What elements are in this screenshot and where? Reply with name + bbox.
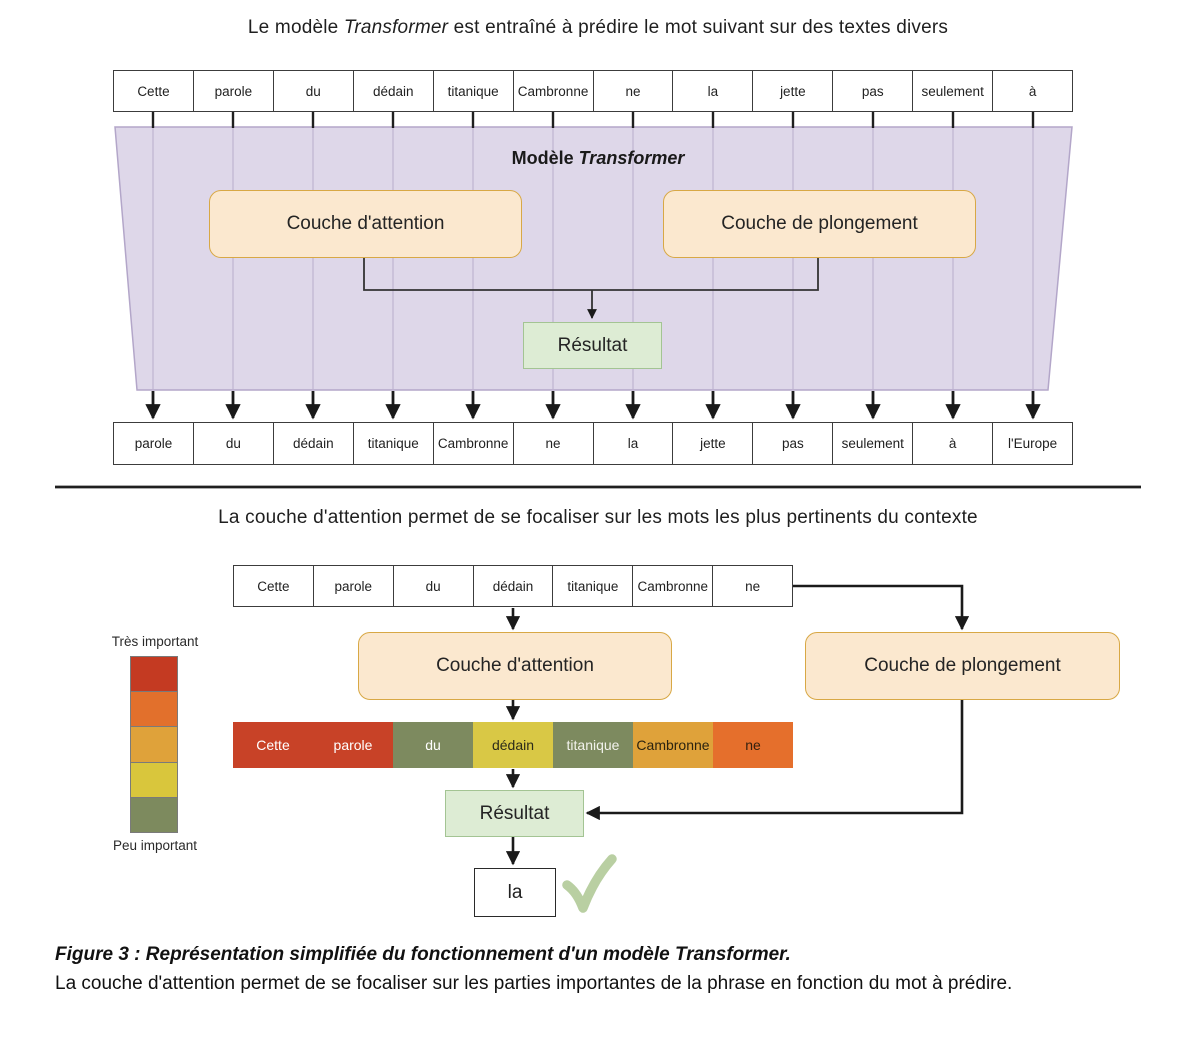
figure-caption-body: La couche d'attention permet de se focaliser sur les parties importantes de la phrase en fonction du mot à prédire.	[55, 973, 1013, 995]
embedding-layer-box-2	[805, 632, 1120, 700]
section1-title-prefix: Le modèle	[247, 17, 344, 38]
model-label-transformer: Transformer	[578, 148, 685, 168]
word-cell: dédain	[274, 422, 354, 465]
word-cell: Cambronne	[434, 422, 514, 465]
legend-swatch-very-important	[131, 657, 177, 691]
legend-swatch	[131, 762, 177, 797]
word-cell: du	[274, 70, 354, 112]
word-cell: dédain	[354, 70, 434, 112]
word-cell: seulement	[833, 422, 913, 465]
word-cell: parole	[194, 70, 274, 112]
importance-legend-scale	[130, 656, 178, 833]
weighted-word-cell: Cette	[233, 722, 313, 768]
result-label: Résultat	[479, 802, 550, 824]
word-cell: titanique	[553, 565, 633, 607]
result-box-1	[523, 322, 662, 369]
word-cell: titanique	[354, 422, 434, 465]
weighted-word-cell: Cambronne	[633, 722, 713, 768]
word-cell: du	[394, 565, 474, 607]
word-cell: à	[993, 70, 1073, 112]
word-cell: jette	[673, 422, 753, 465]
section1-input-word-row	[113, 70, 1073, 112]
word-cell: la	[594, 422, 674, 465]
word-cell: ne	[594, 70, 674, 112]
section1-title	[0, 17, 1196, 39]
predicted-word: la	[507, 881, 523, 903]
word-cell: titanique	[434, 70, 514, 112]
attention-weighted-word-row	[233, 722, 793, 768]
embedding-layer-box-1	[663, 190, 976, 258]
model-label	[0, 148, 1196, 169]
predicted-word-box	[474, 868, 556, 917]
section2-title: La couche d'attention permet de se focaliser sur les mots les plus pertinents du contexte	[218, 507, 978, 528]
word-cell: jette	[753, 70, 833, 112]
embedding-layer-label: Couche de plongement	[721, 213, 918, 234]
result-box-2	[445, 790, 584, 837]
weighted-word-cell: du	[393, 722, 473, 768]
legend-swatch	[131, 691, 177, 726]
legend-swatch-less-important	[131, 797, 177, 832]
attention-layer-label: Couche d'attention	[436, 655, 594, 676]
word-cell: Cette	[113, 70, 194, 112]
word-cell: Cambronne	[514, 70, 594, 112]
embedding-layer-label: Couche de plongement	[864, 655, 1061, 676]
legend-swatch	[131, 726, 177, 761]
word-cell: pas	[753, 422, 833, 465]
attention-layer-label: Couche d'attention	[286, 213, 445, 234]
attention-layer-box-1	[209, 190, 522, 258]
input-stub-lines	[153, 112, 1033, 128]
word-cell: parole	[314, 565, 394, 607]
legend-bottom-label: Peu important	[112, 838, 198, 853]
result-label: Résultat	[557, 334, 628, 356]
word-cell: parole	[113, 422, 194, 465]
figure-caption	[55, 940, 1140, 999]
word-cell: ne	[713, 565, 793, 607]
word-cell: l'Europe	[993, 422, 1073, 465]
check-icon	[567, 859, 612, 908]
word-cell: à	[913, 422, 993, 465]
legend-top-label: Très important	[111, 634, 199, 649]
word-cell: dédain	[474, 565, 554, 607]
section1-output-word-row	[113, 422, 1073, 465]
model-label-prefix: Modèle	[511, 148, 579, 168]
weighted-word-cell: parole	[313, 722, 393, 768]
word-cell: pas	[833, 70, 913, 112]
section2-input-word-row	[233, 565, 793, 607]
word-cell: Cette	[233, 565, 314, 607]
section1-title-suffix: est entraîné à prédire le mot suivant sur des textes divers	[448, 17, 949, 38]
word-cell: la	[673, 70, 753, 112]
weighted-word-cell: titanique	[553, 722, 633, 768]
word-cell: du	[194, 422, 274, 465]
output-arrows	[153, 391, 1033, 418]
word-cell: Cambronne	[633, 565, 713, 607]
weighted-word-cell: dédain	[473, 722, 553, 768]
attention-layer-box-2	[358, 632, 672, 700]
word-cell: seulement	[913, 70, 993, 112]
word-cell: ne	[514, 422, 594, 465]
figure-caption-title: Figure 3 : Représentation simplifiée du fonctionnement d'un modèle Transformer.	[55, 944, 791, 965]
weighted-word-cell: ne	[713, 722, 793, 768]
section1-title-transformer: Transformer	[343, 17, 449, 38]
